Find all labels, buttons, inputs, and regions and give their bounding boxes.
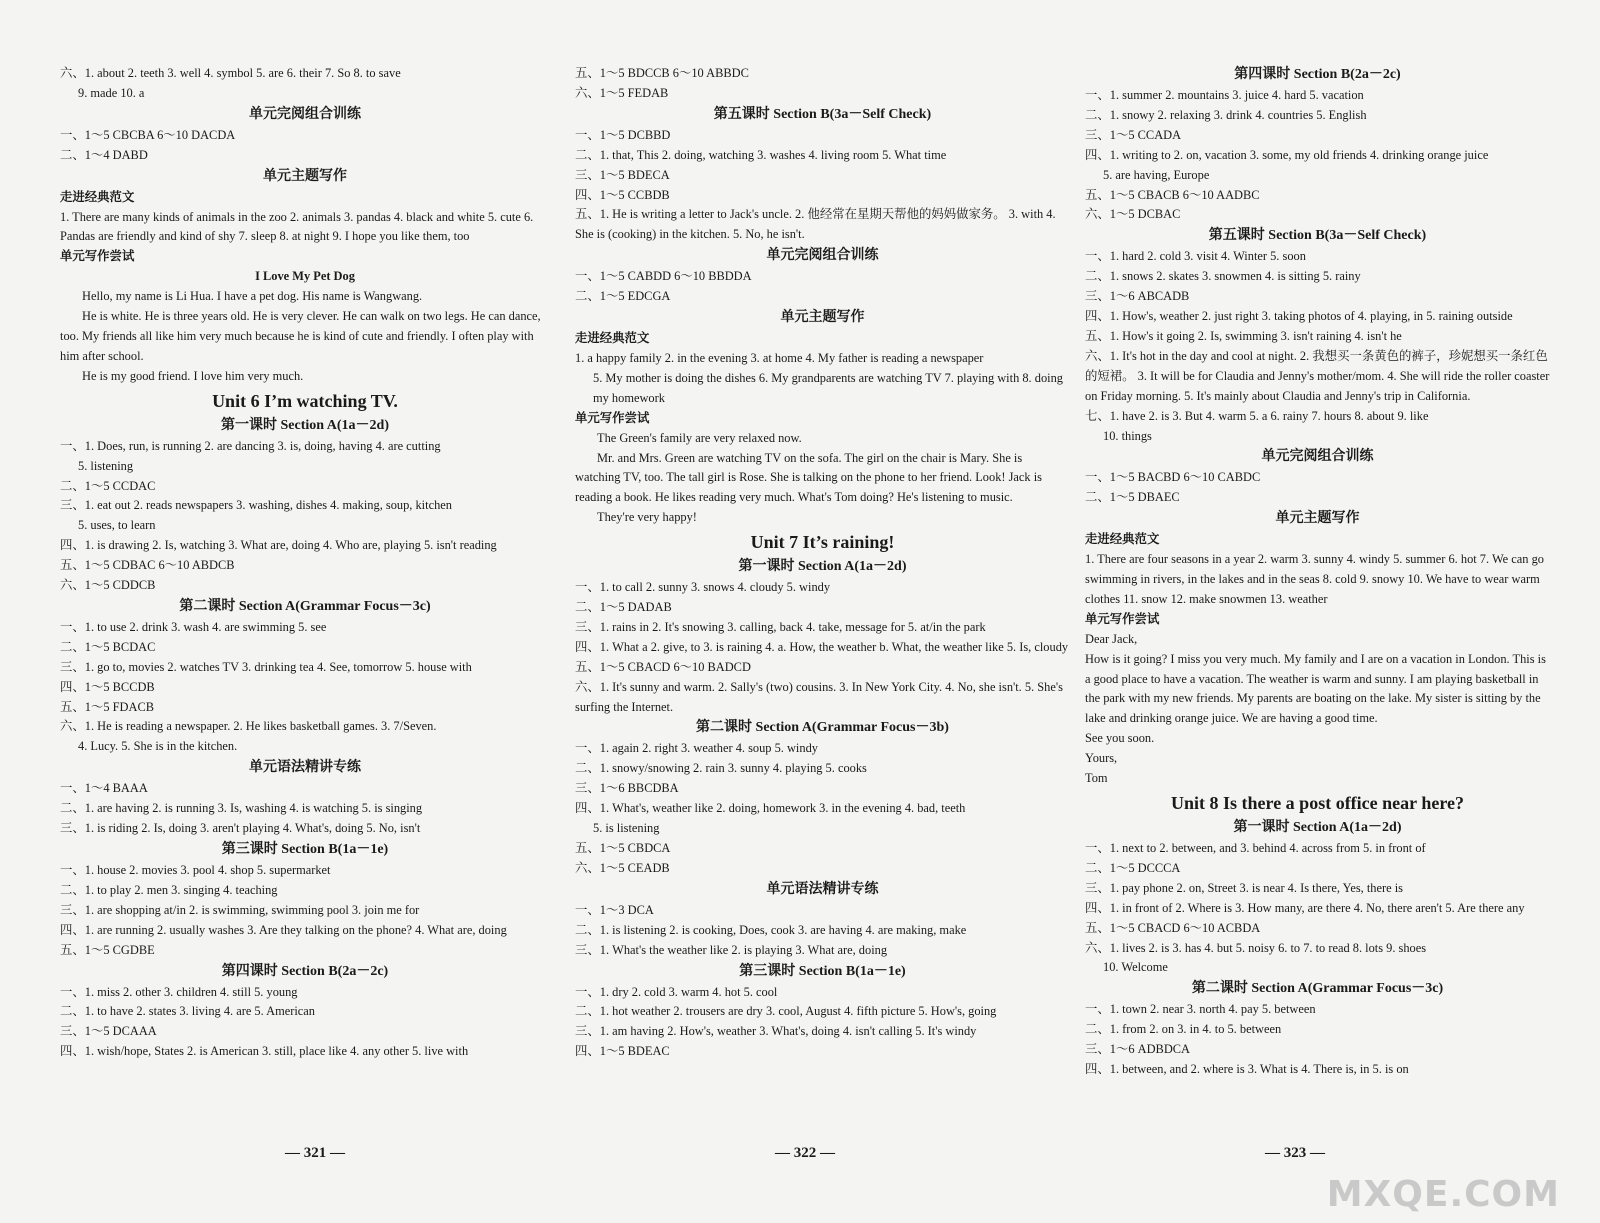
answer-line: 一、1～4 BAAA (60, 781, 148, 796)
answer-line: 三、1. pay phone 2. on, Street 3. is near 4. Is there, Yes, there is (1085, 880, 1403, 895)
section-heading: 单元语法精讲专练 (249, 760, 361, 776)
answer-line: 五、1. How's it going 2. Is, swimming 3. isn't raining 4. isn't he (1085, 328, 1402, 343)
answer-line: 一、1. Does, run, is running 2. are dancing 3. is, doing, having 4. are cutting (60, 438, 441, 453)
answer-line: 一、1. hard 2. cold 3. visit 4. Winter 5. soon (1085, 249, 1306, 264)
answer-line: 二、1～5 DADAB (575, 600, 672, 615)
answer-line: 二、1. hot weather 2. trousers are dry 3. cool, August 4. fifth picture 5. How's, going (575, 1004, 997, 1019)
answer-line: 四、1. How's, weather 2. just right 3. taking photos of 4. playing, in 5. raining outside (1085, 309, 1513, 324)
answer-line: 二、1～4 DABD (60, 147, 148, 162)
answer-line: How is it going? I miss you very much. My family and I are on a vacation in London. This is a good place to have a vacation. The weather is warm and sunny. I am playing basketball in the park with my new friends. My parents are boating on the lake. My sister is sitting by the lake and drinking orange juice. We are having a good time. (1085, 651, 1546, 726)
essay-paragraph: They're very happy! (597, 510, 697, 525)
answer-line-continued: 10. things (1103, 428, 1152, 443)
answer-line-continued: 5. My mother is doing the dishes 6. My grandparents are watching TV 7. playing with 8. doing my homework (593, 370, 1063, 405)
essay-paragraph: The Green's family are very relaxed now. (597, 430, 802, 445)
answer-line: 四、1. writing to 2. on, vacation 3. some, my old friends 4. drinking orange juice (1085, 147, 1489, 162)
subsection-label: 单元写作尝试 (1085, 611, 1160, 626)
answer-line: 四、1. between, and 2. where is 3. What is 4. There is, in 5. is on (1085, 1062, 1409, 1077)
watermark-logo: MXQE.COM (1326, 1174, 1560, 1215)
unit-heading: Unit 7 It’s raining! (750, 532, 895, 553)
answer-line: 五、1～5 CBACB 6～10 AADBC (1085, 187, 1260, 202)
answer-line: 二、1. snowy/snowing 2. rain 3. sunny 4. playing 5. cooks (575, 761, 867, 776)
answer-line: 一、1～5 DCBBD (575, 127, 671, 142)
answer-column-right (1085, 64, 1550, 1080)
answer-line-continued: 5. is listening (593, 821, 660, 836)
answer-line: 三、1. go to, movies 2. watches TV 3. drinking tea 4. See, tomorrow 5. house with (60, 659, 472, 674)
answer-line: Tom (1085, 771, 1108, 786)
answer-line: 六、1. lives 2. is 3. has 4. but 5. noisy 6. to 7. to read 8. lots 9. shoes (1085, 940, 1427, 955)
answer-line: 四、1. wish/hope, States 2. is American 3. still, place like 4. any other 5. live with (60, 1044, 469, 1059)
answer-column-left (60, 64, 550, 1062)
subsection-label: 单元写作尝试 (60, 249, 135, 264)
section-heading: 第二课时 Section A(Grammar Focus－3c) (179, 598, 431, 614)
section-heading: 单元完阅组合训练 (766, 248, 879, 264)
page-number-323: — 323 — (1265, 1145, 1325, 1161)
answer-line: 三、1～5 CCADA (1085, 127, 1182, 142)
answer-line-continued: 9. made 10. a (78, 85, 145, 100)
answer-line: 1. There are many kinds of animals in the zoo 2. animals 3. pandas 4. black and white 5. cute 6. Pandas are friendly and kind of shy 7. sleep 8. at night 9. I hope you like them, too (60, 209, 534, 244)
answer-line: 二、1. to play 2. men 3. singing 4. teaching (60, 882, 278, 897)
essay-paragraph: He is white. He is three years old. He is very clever. He can walk on two legs. He can dance, too. My friends all like him very much because he is kind of cute and friendly. I often play with him after school. (60, 309, 541, 363)
answer-line: 一、1～5 BACBD 6～10 CABDC (1085, 470, 1261, 485)
answer-line: 六、1～5 FEDAB (575, 85, 669, 100)
answer-line-continued: 4. Lucy. 5. She is in the kitchen. (78, 739, 238, 754)
answer-line: 一、1～3 DCA (575, 902, 654, 917)
answer-line: 六、1～5 DCBAC (1085, 207, 1181, 222)
answer-line: 三、1. What's the weather like 2. is playing 3. What are, doing (575, 942, 888, 957)
answer-line: 三、1. am having 2. How's, weather 3. What's, doing 4. isn't calling 5. It's windy (575, 1024, 977, 1039)
answer-line: 一、1. dry 2. cold 3. warm 4. hot 5. cool (575, 984, 778, 999)
section-heading: 单元完阅组合训练 (1261, 449, 1374, 465)
answer-line: 一、1. next to 2. between, and 3. behind 4. across from 5. in front of (1085, 841, 1426, 855)
answer-line: 六、1. about 2. teeth 3. well 4. symbol 5. are 6. their 7. So 8. to save (60, 66, 401, 80)
answer-line: Dear Jack, (1085, 631, 1138, 646)
section-heading: 第二课时 Section A(Grammar Focus－3c) (1191, 981, 1444, 997)
answer-line: 一、1. again 2. right 3. weather 4. soup 5. windy (575, 741, 818, 756)
subsection-label: 走进经典范文 (575, 331, 650, 346)
subsection-label: 走进经典范文 (60, 189, 135, 204)
answer-line: 五、1～5 CBACD 6～10 BADCD (575, 659, 751, 674)
section-heading: 第一课时 Section A(1a－2d) (1233, 820, 1402, 835)
answer-line: 二、1～5 DBAEC (1085, 490, 1180, 505)
answer-line: 四、1. are running 2. usually washes 3. Are they talking on the phone? 4. What are, doing (60, 922, 507, 937)
essay-paragraph: Hello, my name is Li Hua. I have a pet dog. His name is Wangwang. (82, 289, 423, 304)
answer-line: 五、1～5 CDBAC 6～10 ABDCB (60, 558, 235, 573)
answer-line: 一、1. to call 2. sunny 3. snows 4. cloudy 5. windy (575, 580, 831, 595)
essay-paragraph: Mr. and Mrs. Green are watching TV on the sofa. The girl on the chair is Mary. She is watching TV, too. The tall girl is Rose. She is talking on the phone to her friend. Look! Jack is reading a book. He likes reading very much. What's Tom doing? He's listening to music. (575, 450, 1042, 505)
section-heading: 单元主题写作 (1275, 511, 1360, 527)
answer-line: 三、1. rains in 2. It's snowing 3. calling, back 4. take, message for 5. at/in the park (575, 619, 986, 634)
answer-line: 1. There are four seasons in a year 2. warm 3. sunny 4. windy 5. summer 6. hot 7. We can go swimming in rivers, in the lakes and in the seas 8. cold 9. snowy 10. We have to wear warm clothes 11. snow 12. make snowmen 13. weather (1085, 552, 1544, 606)
answer-line: 二、1～5 CCDAC (60, 478, 156, 493)
section-heading: 第一课时 Section A(1a－2d) (221, 417, 389, 433)
answer-line: 五、1～5 CBACD 6～10 ACBDA (1085, 920, 1261, 935)
section-heading: 第三课时 Section B(1a－1e) (739, 963, 906, 979)
answer-line: 一、1. town 2. near 3. north 4. pay 5. between (1085, 1002, 1316, 1017)
answer-line: 三、1. eat out 2. reads newspapers 3. washing, dishes 4. making, soup, kitchen (60, 498, 452, 513)
unit-heading: Unit 8 Is there a post office near here? (1171, 793, 1464, 813)
answer-line: 三、1. are shopping at/in 2. is swimming, swimming pool 3. join me for (60, 902, 420, 917)
answer-line: 一、1～5 CBCBA 6～10 DACDA (60, 127, 236, 142)
section-heading: 第五课时 Section B(3a－Self Check) (1208, 228, 1427, 244)
answer-line: 1. a happy family 2. in the evening 3. at home 4. My father is reading a newspaper (575, 350, 984, 365)
section-heading: 单元主题写作 (780, 310, 865, 326)
answer-column-middle (575, 64, 1070, 1062)
answer-line-continued: 10. Welcome (1103, 960, 1168, 975)
answer-line: 三、1. is riding 2. Is, doing 3. aren't playing 4. What's, doing 5. No, isn't (60, 821, 421, 836)
answer-line: 四、1～5 BCCDB (60, 679, 155, 694)
answer-line: 三、1～6 ADBDCA (1085, 1042, 1190, 1057)
answer-line: 四、1. is drawing 2. Is, watching 3. What are, doing 4. Who are, playing 5. isn't reading (60, 538, 497, 553)
page-number-322: — 322 — (775, 1145, 835, 1161)
answer-line: 一、1. house 2. movies 3. pool 4. shop 5. supermarket (60, 863, 331, 877)
answer-line: 三、1～6 BBCDBA (575, 781, 679, 796)
answer-line: 三、1～6 ABCADB (1085, 289, 1190, 304)
section-heading: 单元主题写作 (263, 168, 347, 184)
section-heading: 第四课时 Section B(2a－2c) (1234, 67, 1401, 82)
answer-line: 四、1. in front of 2. Where is 3. How many, are there 4. No, there aren't 5. Are there any (1085, 900, 1525, 915)
answer-line: 六、1. It's hot in the day and cool at night. 2. 我想买一条黄色的裤子，珍妮想买一条红色的短裙。 3. It will be for Claudia and Jenny's mother/mom. 4. She will ride the roller coaster on Friday morning. 5. It's mainly about Claudia and Jenny's trip in California. (1085, 348, 1550, 403)
section-heading: 第五课时 Section B(3a－Self Check) (713, 106, 932, 122)
answer-line: 二、1. snows 2. skates 3. snowmen 4. is sitting 5. rainy (1085, 269, 1361, 284)
answer-line: 五、1. He is writing a letter to Jack's uncle. 2. 他经常在星期天帮他的妈妈做家务。 3. with 4. She is (cooking) in the kitchen. 5. No, he isn't. (575, 207, 1056, 242)
answer-line: 三、1～5 DCAAA (60, 1024, 157, 1039)
answer-line: 六、1～5 CDDCB (60, 578, 156, 593)
answer-line: 一、1～5 CABDD 6～10 BBDDA (575, 269, 752, 284)
answer-line: 六、1. He is reading a newspaper. 2. He likes basketball games. 3. 7/Seven. (60, 719, 437, 734)
answer-line: 五、1～5 BDCCB 6～10 ABBDC (575, 66, 749, 80)
answer-line: 六、1. It's sunny and warm. 2. Sally's (two) cousins. 3. In New York City. 4. No, she isn't. 5. She's surfing the Internet. (575, 679, 1063, 714)
answer-line: 二、1. is listening 2. is cooking, Does, cook 3. are having 4. are making, make (575, 922, 967, 937)
answer-line: See you soon. (1085, 731, 1155, 746)
answer-line: 二、1～5 DCCCA (1085, 860, 1181, 875)
answer-line: 三、1～5 BDECA (575, 167, 670, 182)
answer-line-continued: 5. are having, Europe (1103, 167, 1210, 182)
answer-line: 二、1. that, This 2. doing, watching 3. washes 4. living room 5. What time (575, 147, 947, 162)
answer-line: 一、1. summer 2. mountains 3. juice 4. hard 5. vacation (1085, 88, 1364, 102)
answer-line: 四、1. What a 2. give, to 3. is raining 4. a. How, the weather b. What, the weather like 5. Is, cloudy (575, 639, 1069, 654)
section-heading: 第一课时 Section A(1a－2d) (738, 559, 907, 575)
answer-line: 七、1. have 2. is 3. But 4. warm 5. a 6. rainy 7. hours 8. about 9. like (1085, 408, 1429, 423)
section-heading: 第三课时 Section B(1a－1e) (221, 842, 389, 857)
answer-line: 五、1～5 FDACB (60, 699, 154, 714)
answer-line: 二、1. are having 2. is running 3. Is, washing 4. is watching 5. is singing (60, 801, 423, 816)
section-heading: 单元完阅组合训练 (249, 106, 361, 122)
answer-line: 二、1. to have 2. states 3. living 4. are 5. American (60, 1004, 315, 1019)
answer-line: 二、1. snowy 2. relaxing 3. drink 4. countries 5. English (1085, 107, 1367, 122)
section-heading: 单元语法精讲专练 (766, 881, 879, 897)
subsection-label: 走进经典范文 (1085, 532, 1160, 547)
answer-line: Yours, (1085, 751, 1118, 766)
subsection-label: 单元写作尝试 (575, 410, 650, 425)
answer-line-continued: 5. listening (78, 458, 134, 473)
answer-line: 二、1～5 EDCGA (575, 289, 671, 304)
answer-line: 五、1～5 CBDCA (575, 841, 671, 855)
section-heading: 第四课时 Section B(2a－2c) (221, 963, 389, 979)
unit-heading: Unit 6 I’m watching TV. (212, 390, 398, 411)
answer-line: 四、1～5 CCBDB (575, 187, 670, 202)
essay-paragraph: He is my good friend. I love him very much. (82, 368, 304, 383)
answer-line: 四、1. What's, weather like 2. doing, homework 3. in the evening 4. bad, teeth (575, 801, 966, 816)
section-heading: 第二课时 Section A(Grammar Focus－3b) (696, 720, 949, 736)
answer-line: 二、1. from 2. on 3. in 4. to 5. between (1085, 1022, 1282, 1037)
answer-line-continued: 5. uses, to learn (78, 518, 156, 533)
page-number-321: — 321 — (285, 1145, 345, 1161)
answer-line: 六、1～5 CEADB (575, 860, 670, 875)
answer-line: 一、1. miss 2. other 3. children 4. still 5. young (60, 984, 298, 999)
answer-line: 二、1～5 BCDAC (60, 639, 156, 654)
answer-line: 五、1～5 CGDBE (60, 942, 155, 957)
answer-line: 一、1. to use 2. drink 3. wash 4. are swimming 5. see (60, 619, 327, 634)
essay-title: I Love My Pet Dog (255, 269, 355, 284)
answer-line: 四、1～5 BDEAC (575, 1044, 670, 1059)
